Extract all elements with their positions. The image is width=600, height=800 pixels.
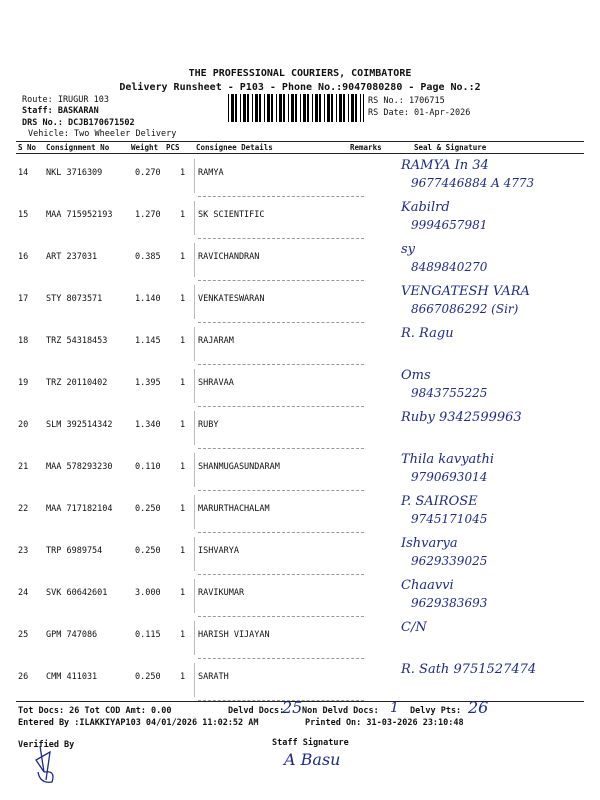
barcode-bar xyxy=(252,94,253,122)
barcode-bar xyxy=(231,94,234,122)
row-dashed-line xyxy=(198,574,364,575)
row-consignment-no: MAA 578293230 xyxy=(46,462,113,472)
barcode-bar xyxy=(283,94,285,122)
row-signature-line1: RAMYA In 34 xyxy=(401,158,489,173)
row-separator xyxy=(194,453,195,487)
row-separator xyxy=(194,369,195,403)
row-consignment-no: SVK 60642601 xyxy=(46,588,108,598)
barcode-bar xyxy=(343,94,345,122)
row-consignment-no: STY 8073571 xyxy=(46,294,103,304)
row-pcs: 1 xyxy=(180,588,186,598)
col-sno: S No xyxy=(18,143,37,152)
row-separator xyxy=(194,201,195,235)
barcode-bar xyxy=(351,94,354,122)
delivery-points-handwritten: 26 xyxy=(468,698,489,717)
barcode-bar xyxy=(300,94,301,122)
row-signature xyxy=(401,408,600,448)
row-dashed-line xyxy=(198,196,364,197)
row-consignee: SHANMUGASUNDARAM xyxy=(198,462,280,472)
row-weight: 0.385 xyxy=(135,252,161,262)
row-dashed-line xyxy=(198,364,364,365)
row-pcs: 1 xyxy=(180,504,186,514)
table-row xyxy=(16,576,584,616)
row-signature xyxy=(401,618,600,658)
row-signature-line2: 9629339025 xyxy=(411,554,488,568)
row-consignment-no: SLM 392514342 xyxy=(46,420,113,430)
row-weight: 1.340 xyxy=(135,420,161,430)
row-pcs: 1 xyxy=(180,630,186,640)
barcode-bar xyxy=(271,94,273,122)
barcode-bar xyxy=(243,94,246,122)
row-signature-line2: 8667086292 (Sir) xyxy=(411,302,519,316)
row-sno: 23 xyxy=(18,546,29,556)
row-pcs: 1 xyxy=(180,378,186,388)
row-dashed-line xyxy=(198,406,364,407)
barcode-bar xyxy=(264,94,265,122)
barcode-bar xyxy=(279,94,282,122)
row-sno: 25 xyxy=(18,630,29,640)
row-sno: 16 xyxy=(18,252,29,262)
barcode-bar xyxy=(267,94,270,122)
table-row xyxy=(16,660,584,700)
verified-by-label: Verified By xyxy=(18,740,75,750)
col-consignment: Consignment No xyxy=(46,143,110,152)
row-weight: 1.395 xyxy=(135,378,161,388)
row-consignment-no: GPM 747086 xyxy=(46,630,98,640)
row-consignee: SK SCIENTIFIC xyxy=(198,210,265,220)
row-consignment-no: ART 237031 xyxy=(46,252,98,262)
row-separator xyxy=(194,579,195,613)
row-consignment-no: TRP 6989754 xyxy=(46,546,103,556)
barcode-bar xyxy=(291,94,294,122)
row-sno: 22 xyxy=(18,504,29,514)
row-consignee: RUBY xyxy=(198,420,219,430)
row-separator xyxy=(194,495,195,529)
row-separator xyxy=(194,621,195,655)
row-signature xyxy=(401,576,600,616)
row-separator xyxy=(194,285,195,319)
row-signature-line1: C/N xyxy=(401,620,427,635)
row-consignee: HARISH VIJAYAN xyxy=(198,630,270,640)
row-signature xyxy=(401,282,600,322)
row-sno: 15 xyxy=(18,210,29,220)
row-signature xyxy=(401,240,600,280)
row-dashed-line xyxy=(198,448,364,449)
row-signature-line1: Chaavvi xyxy=(401,578,454,593)
total-docs: Tot Docs: 26 Tot COD Amt: 0.00 xyxy=(18,706,172,716)
row-sno: 18 xyxy=(18,336,29,346)
col-remarks: Remarks xyxy=(350,143,382,152)
rs-number: RS No.: 1706715 xyxy=(368,96,445,106)
header-bottom-rule xyxy=(16,153,584,154)
row-dashed-line xyxy=(198,490,364,491)
table-row xyxy=(16,282,584,322)
row-signature xyxy=(401,534,600,574)
table-row xyxy=(16,408,584,448)
row-consignee: MARURTHACHALAM xyxy=(198,504,270,514)
row-dashed-line xyxy=(198,658,364,659)
drs-label: DRS No.: DCJB170671502 xyxy=(22,118,135,128)
row-consignee: RAJARAM xyxy=(198,336,234,346)
row-consignment-no: MAA 717182104 xyxy=(46,504,113,514)
row-weight: 0.250 xyxy=(135,504,161,514)
row-consignee: RAMYA xyxy=(198,168,224,178)
row-weight: 0.110 xyxy=(135,462,161,472)
barcode-bar xyxy=(240,94,241,122)
row-dashed-line xyxy=(198,322,364,323)
row-signature-line2: 9629383693 xyxy=(411,596,488,610)
row-consignee: ISHVARYA xyxy=(198,546,239,556)
table-row xyxy=(16,534,584,574)
row-signature-line1: VENGATESH VARA xyxy=(401,284,530,299)
row-consignment-no: MAA 715952193 xyxy=(46,210,113,220)
delivered-docs-label: Delvd Docs: xyxy=(228,706,285,716)
row-dashed-line xyxy=(198,616,364,617)
row-signature-line1: Thila kavyathi xyxy=(401,452,495,467)
row-signature-line1: R. Ragu xyxy=(401,326,454,341)
row-pcs: 1 xyxy=(180,252,186,262)
row-separator xyxy=(194,327,195,361)
row-signature-line1: R. Sath 9751527474 xyxy=(401,662,537,677)
row-signature-line2: 9677446884 A 4773 xyxy=(411,176,535,190)
barcode-bar xyxy=(235,94,237,122)
row-consignment-no: NKL 3716309 xyxy=(46,168,103,178)
vehicle-label: Vehicle: Two Wheeler Delivery xyxy=(28,129,177,139)
barcode-bar xyxy=(363,94,364,122)
row-sno: 19 xyxy=(18,378,29,388)
row-signature-line1: P. SAIROSE xyxy=(401,494,478,509)
row-pcs: 1 xyxy=(180,210,186,220)
row-signature-line1: sy xyxy=(401,242,416,257)
row-consignee: SARATH xyxy=(198,672,229,682)
row-dashed-line xyxy=(198,532,364,533)
barcode-bar xyxy=(255,94,258,122)
barcode-bar xyxy=(295,94,297,122)
row-signature xyxy=(401,324,600,364)
row-signature xyxy=(401,450,600,490)
row-pcs: 1 xyxy=(180,294,186,304)
table-row xyxy=(16,198,584,238)
barcode xyxy=(228,94,364,122)
row-sno: 14 xyxy=(18,168,29,178)
staff-label: Staff: BASKARAN xyxy=(22,106,99,116)
barcode-bar xyxy=(259,94,261,122)
row-signature xyxy=(401,198,600,238)
barcode-bar xyxy=(228,94,229,122)
row-consignee: VENKATESWARAN xyxy=(198,294,265,304)
runsheet-subtitle: Delivery Runsheet - P103 - Phone No.:9047080280 - Page No.:2 xyxy=(119,82,481,93)
route-label: Route: IRUGUR 103 xyxy=(22,95,109,105)
printed-on: Printed On: 31-03-2026 23:10:48 xyxy=(305,718,464,728)
row-sno: 20 xyxy=(18,420,29,430)
rs-date: RS Date: 01-Apr-2026 xyxy=(368,108,471,118)
row-signature-line2: 9843755225 xyxy=(411,386,488,400)
row-separator xyxy=(194,243,195,277)
row-separator xyxy=(194,411,195,445)
table-row xyxy=(16,618,584,658)
row-dashed-line xyxy=(198,280,364,281)
row-signature-line2: 9745171045 xyxy=(411,512,488,526)
barcode-bar xyxy=(307,94,309,122)
row-separator xyxy=(194,537,195,571)
barcode-bar xyxy=(312,94,313,122)
barcode-bar xyxy=(327,94,330,122)
row-weight: 0.115 xyxy=(135,630,161,640)
row-signature-line1: Ruby 9342599963 xyxy=(401,410,522,425)
col-consignee: Consignee Details xyxy=(196,143,273,152)
row-sno: 17 xyxy=(18,294,29,304)
header-top-rule xyxy=(16,141,584,142)
row-weight: 1.270 xyxy=(135,210,161,220)
table-row xyxy=(16,240,584,280)
row-sno: 24 xyxy=(18,588,29,598)
barcode-bar xyxy=(331,94,333,122)
row-signature-line1: Kabilrd xyxy=(401,200,450,215)
row-sno: 26 xyxy=(18,672,29,682)
row-pcs: 1 xyxy=(180,546,186,556)
row-signature xyxy=(401,492,600,532)
table-row xyxy=(16,450,584,490)
row-weight: 1.145 xyxy=(135,336,161,346)
verifier-signature-scribble xyxy=(26,742,70,786)
row-pcs: 1 xyxy=(180,420,186,430)
row-pcs: 1 xyxy=(180,672,186,682)
row-weight: 0.250 xyxy=(135,672,161,682)
barcode-bar xyxy=(319,94,321,122)
delivered-docs-handwritten: 25 xyxy=(282,698,303,717)
row-consignee: RAVICHANDRAN xyxy=(198,252,260,262)
row-weight: 3.000 xyxy=(135,588,161,598)
delivery-points-label: Delvy Pts: xyxy=(410,706,462,716)
table-row xyxy=(16,324,584,364)
row-consignment-no: CMM 411031 xyxy=(46,672,98,682)
row-dashed-line xyxy=(198,238,364,239)
row-signature-line2: 9790693014 xyxy=(411,470,488,484)
non-delivered-handwritten: 1 xyxy=(390,700,399,716)
row-consignee: SHRAVAA xyxy=(198,378,234,388)
table-row xyxy=(16,492,584,532)
col-weight: Weight xyxy=(131,143,159,152)
row-separator xyxy=(194,159,195,193)
barcode-bar xyxy=(276,94,277,122)
staff-signature-label: Staff Signature xyxy=(272,738,349,748)
table-row xyxy=(16,156,584,196)
staff-signature-handwritten: A Basu xyxy=(284,750,341,769)
barcode-bar xyxy=(324,94,325,122)
barcode-bar xyxy=(315,94,318,122)
col-seal-signature: Seal & Signature xyxy=(414,143,487,152)
col-pcs: PCS xyxy=(166,143,180,152)
row-weight: 1.140 xyxy=(135,294,161,304)
row-sno: 21 xyxy=(18,462,29,472)
barcode-bar xyxy=(348,94,349,122)
row-signature xyxy=(401,156,600,196)
barcode-bar xyxy=(339,94,342,122)
barcode-bar xyxy=(288,94,289,122)
row-separator xyxy=(194,663,195,697)
row-pcs: 1 xyxy=(180,462,186,472)
row-signature xyxy=(401,366,600,406)
barcode-bar xyxy=(336,94,337,122)
row-consignment-no: TRZ 20110402 xyxy=(46,378,108,388)
entered-by: Entered By :ILAKKIYAP103 04/01/2026 11:02:52 AM xyxy=(18,718,259,728)
row-weight: 0.250 xyxy=(135,546,161,556)
barcode-bar xyxy=(360,94,361,122)
row-signature-line2: 8489840270 xyxy=(411,260,488,274)
row-pcs: 1 xyxy=(180,168,186,178)
barcode-bar xyxy=(303,94,306,122)
row-signature-line1: Ishvarya xyxy=(401,536,458,551)
row-signature-line1: Oms xyxy=(401,368,431,383)
row-consignee: RAVIKUMAR xyxy=(198,588,245,598)
row-pcs: 1 xyxy=(180,336,186,346)
row-signature xyxy=(401,660,600,700)
row-consignment-no: TRZ 54318453 xyxy=(46,336,108,346)
barcode-bar xyxy=(247,94,249,122)
row-signature-line2: 9994657981 xyxy=(411,218,488,232)
row-weight: 0.270 xyxy=(135,168,161,178)
non-delivered-label: Non Delvd Docs: xyxy=(302,706,379,716)
table-row xyxy=(16,366,584,406)
barcode-bar xyxy=(355,94,357,122)
company-title: THE PROFESSIONAL COURIERS, COIMBATORE xyxy=(188,68,412,79)
